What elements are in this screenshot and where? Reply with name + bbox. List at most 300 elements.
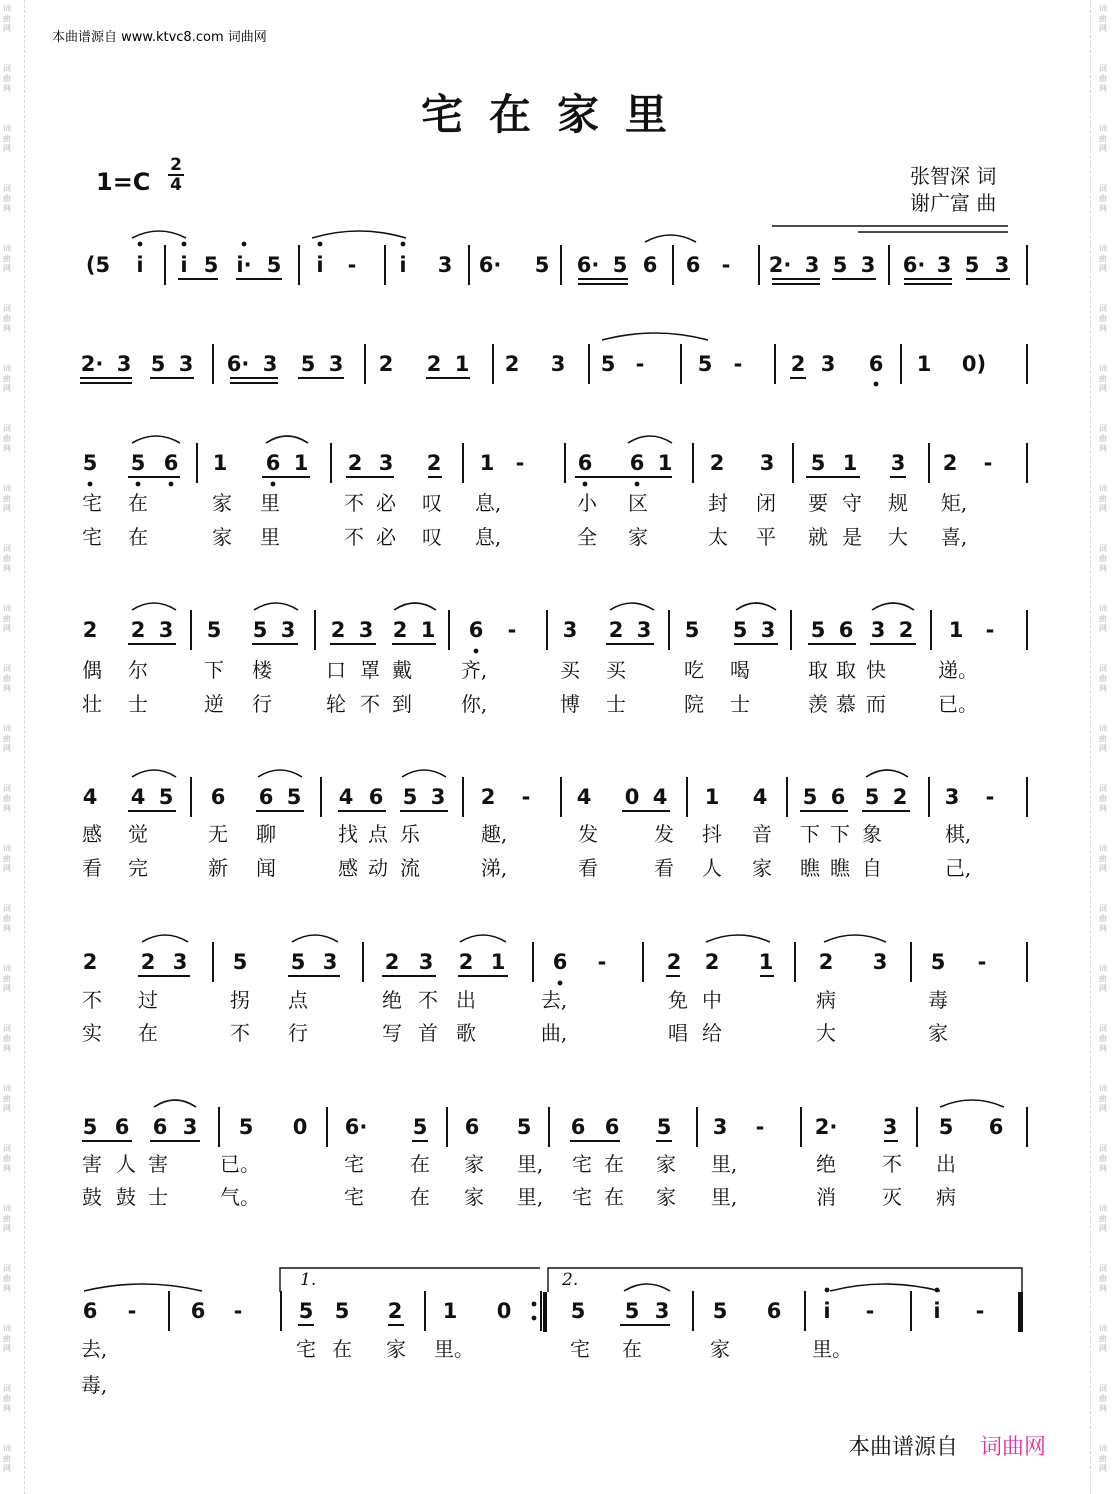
note: -	[597, 950, 607, 974]
watermark-glyph: 曲	[3, 134, 11, 143]
note: 3	[804, 253, 820, 277]
octave-dot	[874, 382, 879, 387]
watermark-glyph: 网	[3, 144, 11, 153]
watermark-glyph: 网	[3, 24, 11, 33]
watermark-glyph: 网	[3, 684, 11, 693]
lyric-verse-2: 已。	[938, 692, 978, 716]
note: 6	[163, 451, 179, 475]
lyric-verse-2: 实	[82, 1021, 102, 1045]
lyric-verse-2: 新	[208, 856, 228, 880]
slur	[132, 436, 180, 443]
slur	[254, 603, 298, 610]
watermark-glyph: 词	[1099, 1444, 1107, 1453]
note: 2	[898, 618, 914, 642]
lyric-verse-1: 里	[260, 491, 280, 515]
note: 3	[172, 950, 188, 974]
watermark-glyph: 曲	[1099, 434, 1107, 443]
note: 5	[624, 1299, 640, 1323]
note: 5	[402, 785, 418, 809]
note: 5	[864, 785, 880, 809]
lyric-verse-2: 息,	[474, 525, 502, 549]
watermark-glyph: 曲	[1099, 1154, 1107, 1163]
note: 1	[420, 618, 436, 642]
watermark-glyph: 词	[1099, 364, 1107, 373]
watermark-glyph: 曲	[1099, 1274, 1107, 1283]
note: 3	[636, 618, 652, 642]
watermark-glyph: 曲	[3, 14, 11, 23]
watermark-glyph: 词	[1099, 844, 1107, 853]
watermark-glyph: 网	[3, 384, 11, 393]
lyric-verse-2: 全	[577, 525, 597, 549]
watermark-glyph: 曲	[1099, 134, 1107, 143]
note: 6	[577, 451, 593, 475]
watermark-glyph: 词	[3, 4, 11, 13]
note: 6	[210, 785, 226, 809]
watermark-glyph: 词	[1099, 424, 1107, 433]
note: 5	[300, 352, 316, 376]
note: 5	[810, 451, 826, 475]
lyric-verse-1: 象	[862, 822, 882, 846]
lyric-verse-1: 家	[212, 491, 232, 515]
note: 6·	[226, 352, 250, 376]
watermark-glyph: 曲	[1099, 1454, 1107, 1463]
lyric-verse-2: 宅	[82, 525, 102, 549]
slur	[460, 935, 506, 942]
lyric-verse-2: 在	[604, 1185, 624, 1209]
watermark-glyph: 网	[3, 924, 11, 933]
watermark-glyph: 网	[3, 1464, 11, 1473]
lyric-verse-1: 绝	[816, 1152, 836, 1176]
note: 5	[964, 253, 980, 277]
note: 2·	[80, 352, 104, 376]
watermark-glyph: 网	[1099, 984, 1107, 993]
octave-dot	[138, 242, 143, 247]
lyric-verse-2: 到	[392, 692, 412, 716]
lyric-verse-1: 音	[752, 822, 772, 846]
note: 3	[760, 618, 776, 642]
lyric-verse-1: 里,	[516, 1152, 544, 1176]
watermark-glyph: 曲	[1099, 1214, 1107, 1223]
slur	[312, 231, 406, 238]
lyric-verse-1: 取	[808, 658, 828, 682]
lyric-verse-2: 里,	[516, 1185, 544, 1209]
lyric-verse-1: 趣,	[480, 822, 508, 846]
watermark-glyph: 词	[3, 1144, 11, 1153]
slur	[624, 1284, 670, 1291]
note: 3	[860, 253, 876, 277]
note: 0	[496, 1299, 512, 1323]
watermark-glyph: 曲	[1099, 314, 1107, 323]
note: -	[127, 1299, 137, 1323]
note: 2	[426, 451, 442, 475]
lyric-verse-2: 壮	[82, 692, 102, 716]
lyric-verse-2: 院	[684, 692, 704, 716]
watermark-glyph: 词	[3, 1024, 11, 1033]
lyric-verse-2: 看	[578, 856, 598, 880]
note: 5	[712, 1299, 728, 1323]
note: -	[521, 785, 531, 809]
note: 1	[704, 785, 720, 809]
lyric-verse-1: 在	[622, 1337, 642, 1361]
note: 5	[290, 950, 306, 974]
lyric-verse-2: 羡	[808, 692, 828, 716]
lyric-verse-2: 行	[252, 692, 272, 716]
octave-dot	[474, 649, 479, 654]
lyric-verse-1: 中	[702, 988, 722, 1012]
lyric-verse-2: 在	[138, 1021, 158, 1045]
note: -	[733, 352, 743, 376]
lyric-verse-1: 矩,	[940, 491, 968, 515]
note: 5	[732, 618, 748, 642]
note: -	[865, 1299, 875, 1323]
note: -	[507, 618, 517, 642]
note: 5	[334, 1299, 350, 1323]
lyric-verse-1: 宅	[570, 1337, 590, 1361]
note: i	[136, 253, 144, 277]
lyric-verse-1: 家	[386, 1337, 406, 1361]
watermark-glyph: 词	[3, 1084, 11, 1093]
lyric-verse-1: 下	[204, 658, 224, 682]
note: 4	[752, 785, 768, 809]
watermark-glyph: 词	[1099, 184, 1107, 193]
watermark-glyph: 网	[1099, 24, 1107, 33]
lyric-verse-2: 是	[842, 525, 862, 549]
slur	[824, 935, 886, 942]
note: 4	[82, 785, 98, 809]
lyric-verse-2: 唱	[668, 1021, 688, 1045]
watermark-glyph: 曲	[1099, 734, 1107, 743]
note: -	[635, 352, 645, 376]
watermark-glyph: 词	[3, 784, 11, 793]
octave-dot	[182, 242, 187, 247]
lyric-verse-1: 感	[82, 822, 102, 846]
watermark-glyph: 网	[1099, 864, 1107, 873]
lyric-verse-2: 平	[756, 525, 776, 549]
watermark-glyph: 网	[1099, 444, 1107, 453]
note: 5	[938, 1115, 954, 1139]
watermark-glyph: 词	[1099, 64, 1107, 73]
watermark-glyph: 网	[3, 204, 11, 213]
lyric-verse-2: 家	[752, 856, 772, 880]
lyric-verse-2: 感	[338, 856, 358, 880]
note: 1	[490, 950, 506, 974]
lyric-verse-1: 递。	[938, 658, 978, 682]
footer-brand: 词曲网	[980, 1435, 1047, 1460]
composer-credit: 谢广富 曲	[910, 191, 997, 215]
lyric-verse-2: 鼓	[82, 1185, 102, 1209]
lyric-verse-2: 必	[376, 525, 396, 549]
lyric-verse-1: 里。	[434, 1337, 474, 1361]
note: 5	[570, 1299, 586, 1323]
note: 5	[82, 451, 98, 475]
lyric-verse-1: 买	[606, 658, 626, 682]
lyric-verse-1: 吃	[684, 658, 704, 682]
note: 1	[212, 451, 228, 475]
octave-dot	[401, 242, 406, 247]
note: 2	[347, 451, 363, 475]
lyric-verse-2: 里	[260, 525, 280, 549]
note: 2	[666, 950, 682, 974]
note: 3	[712, 1115, 728, 1139]
volta-1-bracket	[280, 1268, 540, 1292]
note: 0	[624, 785, 640, 809]
lyric-verse-2: 大	[888, 525, 908, 549]
lyric-verse-2: 自	[862, 856, 882, 880]
note: 6	[258, 785, 274, 809]
note: 6	[642, 253, 658, 277]
watermark-glyph: 网	[1099, 564, 1107, 573]
watermark-glyph: 网	[3, 564, 11, 573]
lyric-verse-2: 不	[344, 525, 364, 549]
note: i	[180, 253, 188, 277]
watermark-glyph: 曲	[3, 1334, 11, 1343]
note: 1	[454, 352, 470, 376]
slur	[292, 935, 338, 942]
watermark-glyph: 曲	[3, 314, 11, 323]
watermark-glyph: 词	[1099, 664, 1107, 673]
lyric-verse-1: 出	[456, 988, 476, 1012]
watermark-glyph: 网	[1099, 204, 1107, 213]
lyric-verse-2: 叹	[422, 525, 442, 549]
watermark-glyph: 网	[1099, 744, 1107, 753]
lyric-verse-1: 在	[604, 1152, 624, 1176]
note: 6	[604, 1115, 620, 1139]
lyric-verse-1: 戴	[392, 658, 412, 682]
octave-dot	[88, 482, 93, 487]
watermark-glyph: 词	[3, 184, 11, 193]
lyric-verse-2: 动	[368, 856, 388, 880]
note: 3	[820, 352, 836, 376]
watermark-glyph: 词	[1099, 124, 1107, 133]
watermark-glyph: 网	[3, 804, 11, 813]
note: -	[755, 1115, 765, 1139]
watermark-glyph: 词	[1099, 964, 1107, 973]
note: 2	[480, 785, 496, 809]
watermark-glyph: 词	[3, 844, 11, 853]
watermark-glyph: 曲	[3, 614, 11, 623]
lyric-verse-2: 消	[816, 1185, 836, 1209]
lyric-verse-2: 己,	[944, 856, 972, 880]
note: 6	[114, 1115, 130, 1139]
note: 5	[534, 253, 550, 277]
slur	[706, 935, 770, 942]
final-thick-bar	[1018, 1292, 1023, 1332]
lyric-verse-1: 不	[344, 491, 364, 515]
lyric-verse-1: 害	[82, 1152, 102, 1176]
lyric-verse-1: 里。	[812, 1337, 852, 1361]
watermark-glyph: 曲	[1099, 974, 1107, 983]
watermark-glyph: 网	[3, 1104, 11, 1113]
note: 2	[704, 950, 720, 974]
lyric-verse-1: 去,	[540, 988, 568, 1012]
lyric-verse-1: 不	[418, 988, 438, 1012]
note: 5	[238, 1115, 254, 1139]
lyric-verse-1: 在	[410, 1152, 430, 1176]
lyric-verse-1: 拐	[230, 988, 250, 1012]
note: 5	[266, 253, 282, 277]
lyric-verse-2: 人	[702, 856, 722, 880]
note: 5	[832, 253, 848, 277]
lyric-verse-1: 毒	[928, 988, 948, 1012]
watermark-glyph: 词	[3, 244, 11, 253]
watermark-glyph: 网	[3, 1404, 11, 1413]
note: 5	[412, 1115, 428, 1139]
watermark-glyph: 曲	[3, 1454, 11, 1463]
watermark-glyph: 网	[1099, 1104, 1107, 1113]
note: 5	[286, 785, 302, 809]
note: 5	[82, 1115, 98, 1139]
watermark-glyph: 词	[1099, 784, 1107, 793]
lyric-verse-2: 闻	[256, 856, 276, 880]
watermark-glyph: 曲	[1099, 1334, 1107, 1343]
watermark-glyph: 曲	[3, 494, 11, 503]
watermark-glyph: 词	[3, 1204, 11, 1213]
watermark-glyph: 词	[3, 364, 11, 373]
watermark-glyph: 曲	[3, 554, 11, 563]
note: 3	[358, 618, 374, 642]
watermark-glyph: 词	[3, 1444, 11, 1453]
lyric-verse-1: 害	[148, 1152, 168, 1176]
note: 6	[464, 1115, 480, 1139]
note: 6·	[344, 1115, 368, 1139]
lyric-verse-2: 流	[400, 856, 420, 880]
watermark-glyph: 网	[3, 744, 11, 753]
lyric-verse-1: 在	[332, 1337, 352, 1361]
note: 3	[262, 352, 278, 376]
lyric-verse-1: 出	[936, 1152, 956, 1176]
note: -	[347, 253, 357, 277]
note: 6	[830, 785, 846, 809]
lyric-verse-1: 过	[138, 988, 158, 1012]
watermark-glyph: 网	[3, 984, 11, 993]
lyric-verse-2: 首	[418, 1021, 438, 1045]
note: 3	[870, 618, 886, 642]
lyric-verse-2: 宅	[572, 1185, 592, 1209]
note: 2	[426, 352, 442, 376]
slur	[394, 603, 436, 610]
lyric-verse-1: 小	[577, 491, 597, 515]
watermark-glyph: 网	[3, 504, 11, 513]
note: 6	[468, 618, 484, 642]
watermark-glyph: 网	[3, 324, 11, 333]
watermark-glyph: 曲	[3, 254, 11, 263]
watermark-glyph: 曲	[1099, 674, 1107, 683]
watermark-glyph: 网	[1099, 144, 1107, 153]
watermark-glyph: 词	[1099, 604, 1107, 613]
watermark-glyph: 词	[1099, 1024, 1107, 1033]
watermark-glyph: 词	[1099, 904, 1107, 913]
slur	[258, 770, 302, 777]
volta-1-label: 1.	[300, 1270, 317, 1290]
note: 2	[504, 352, 520, 376]
watermark-glyph: 网	[1099, 804, 1107, 813]
watermark-glyph: 网	[3, 1224, 11, 1233]
note: i	[933, 1299, 941, 1323]
watermark-glyph: 曲	[3, 794, 11, 803]
octave-dot	[558, 981, 563, 986]
lyric-verse-2: 歌	[456, 1021, 476, 1045]
note: -	[515, 451, 525, 475]
watermark-glyph: 网	[3, 84, 11, 93]
note: 6·	[478, 253, 502, 277]
lyric-verse-2: 就	[808, 525, 828, 549]
lyric-verse-2: 喜,	[940, 525, 968, 549]
lyric-verse-2: 士	[730, 692, 750, 716]
note: 4	[338, 785, 354, 809]
watermark-glyph: 网	[1099, 1404, 1107, 1413]
watermark-glyph: 词	[3, 1324, 11, 1333]
note: 4	[130, 785, 146, 809]
note: 1	[948, 618, 964, 642]
note: 2	[942, 451, 958, 475]
watermark-glyph: 曲	[1099, 254, 1107, 263]
watermark-glyph: 词	[3, 664, 11, 673]
watermark-glyph: 词	[1099, 1384, 1107, 1393]
note: 5	[130, 451, 146, 475]
lyric-verse-2: 家	[656, 1185, 676, 1209]
note: 1	[442, 1299, 458, 1323]
lyric-verse-1: 乐	[400, 822, 420, 846]
watermark-glyph: 曲	[1099, 914, 1107, 923]
lyric-verse-1: 棋,	[944, 822, 972, 846]
note: 2·	[814, 1115, 838, 1139]
slur	[132, 231, 186, 238]
lyric-verse-2: 病	[936, 1185, 956, 1209]
note: 3	[280, 618, 296, 642]
watermark-glyph: 曲	[3, 974, 11, 983]
note: 1	[657, 451, 673, 475]
lyric-verse-2: 逆	[204, 692, 224, 716]
note: 1	[479, 451, 495, 475]
lyric-verse-1: 家	[710, 1337, 730, 1361]
note: 5	[516, 1115, 532, 1139]
note: 6	[190, 1299, 206, 1323]
lyric-verse-2: 瞧	[830, 856, 850, 880]
lyric-verse-1: 下	[830, 822, 850, 846]
note: 5	[252, 618, 268, 642]
footer-source-text: 本曲谱源自	[848, 1435, 959, 1460]
watermark-glyph: 曲	[1099, 14, 1107, 23]
note: 2	[82, 950, 98, 974]
octave-dot	[635, 482, 640, 487]
note: 6·	[902, 253, 926, 277]
watermark-glyph: 网	[1099, 324, 1107, 333]
note: -	[233, 1299, 243, 1323]
watermark-glyph: 曲	[1099, 1034, 1107, 1043]
watermark-glyph: 曲	[1099, 74, 1107, 83]
lyric-verse-1: 去,	[80, 1337, 108, 1361]
note: 2·	[768, 253, 792, 277]
lyric-verse-1: 守	[842, 491, 862, 515]
note: 3	[654, 1299, 670, 1323]
watermark-glyph: 网	[3, 1164, 11, 1173]
watermark-glyph: 网	[1099, 924, 1107, 933]
watermark-glyph: 曲	[3, 1034, 11, 1043]
lyric-verse-1: 下	[800, 822, 820, 846]
song-title: 宅在家里	[420, 90, 693, 139]
watermark-glyph: 曲	[3, 374, 11, 383]
lyric-verse-2: 大	[816, 1021, 836, 1045]
lyric-verse-2: 家	[928, 1021, 948, 1045]
watermark-glyph: 网	[3, 264, 11, 273]
note: 6	[152, 1115, 168, 1139]
lyric-verse-1: 口	[326, 658, 346, 682]
octave-dot	[271, 482, 276, 487]
note: -	[985, 785, 995, 809]
note: 3	[418, 950, 434, 974]
watermark-glyph: 词	[3, 724, 11, 733]
watermark-glyph: 网	[1099, 84, 1107, 93]
